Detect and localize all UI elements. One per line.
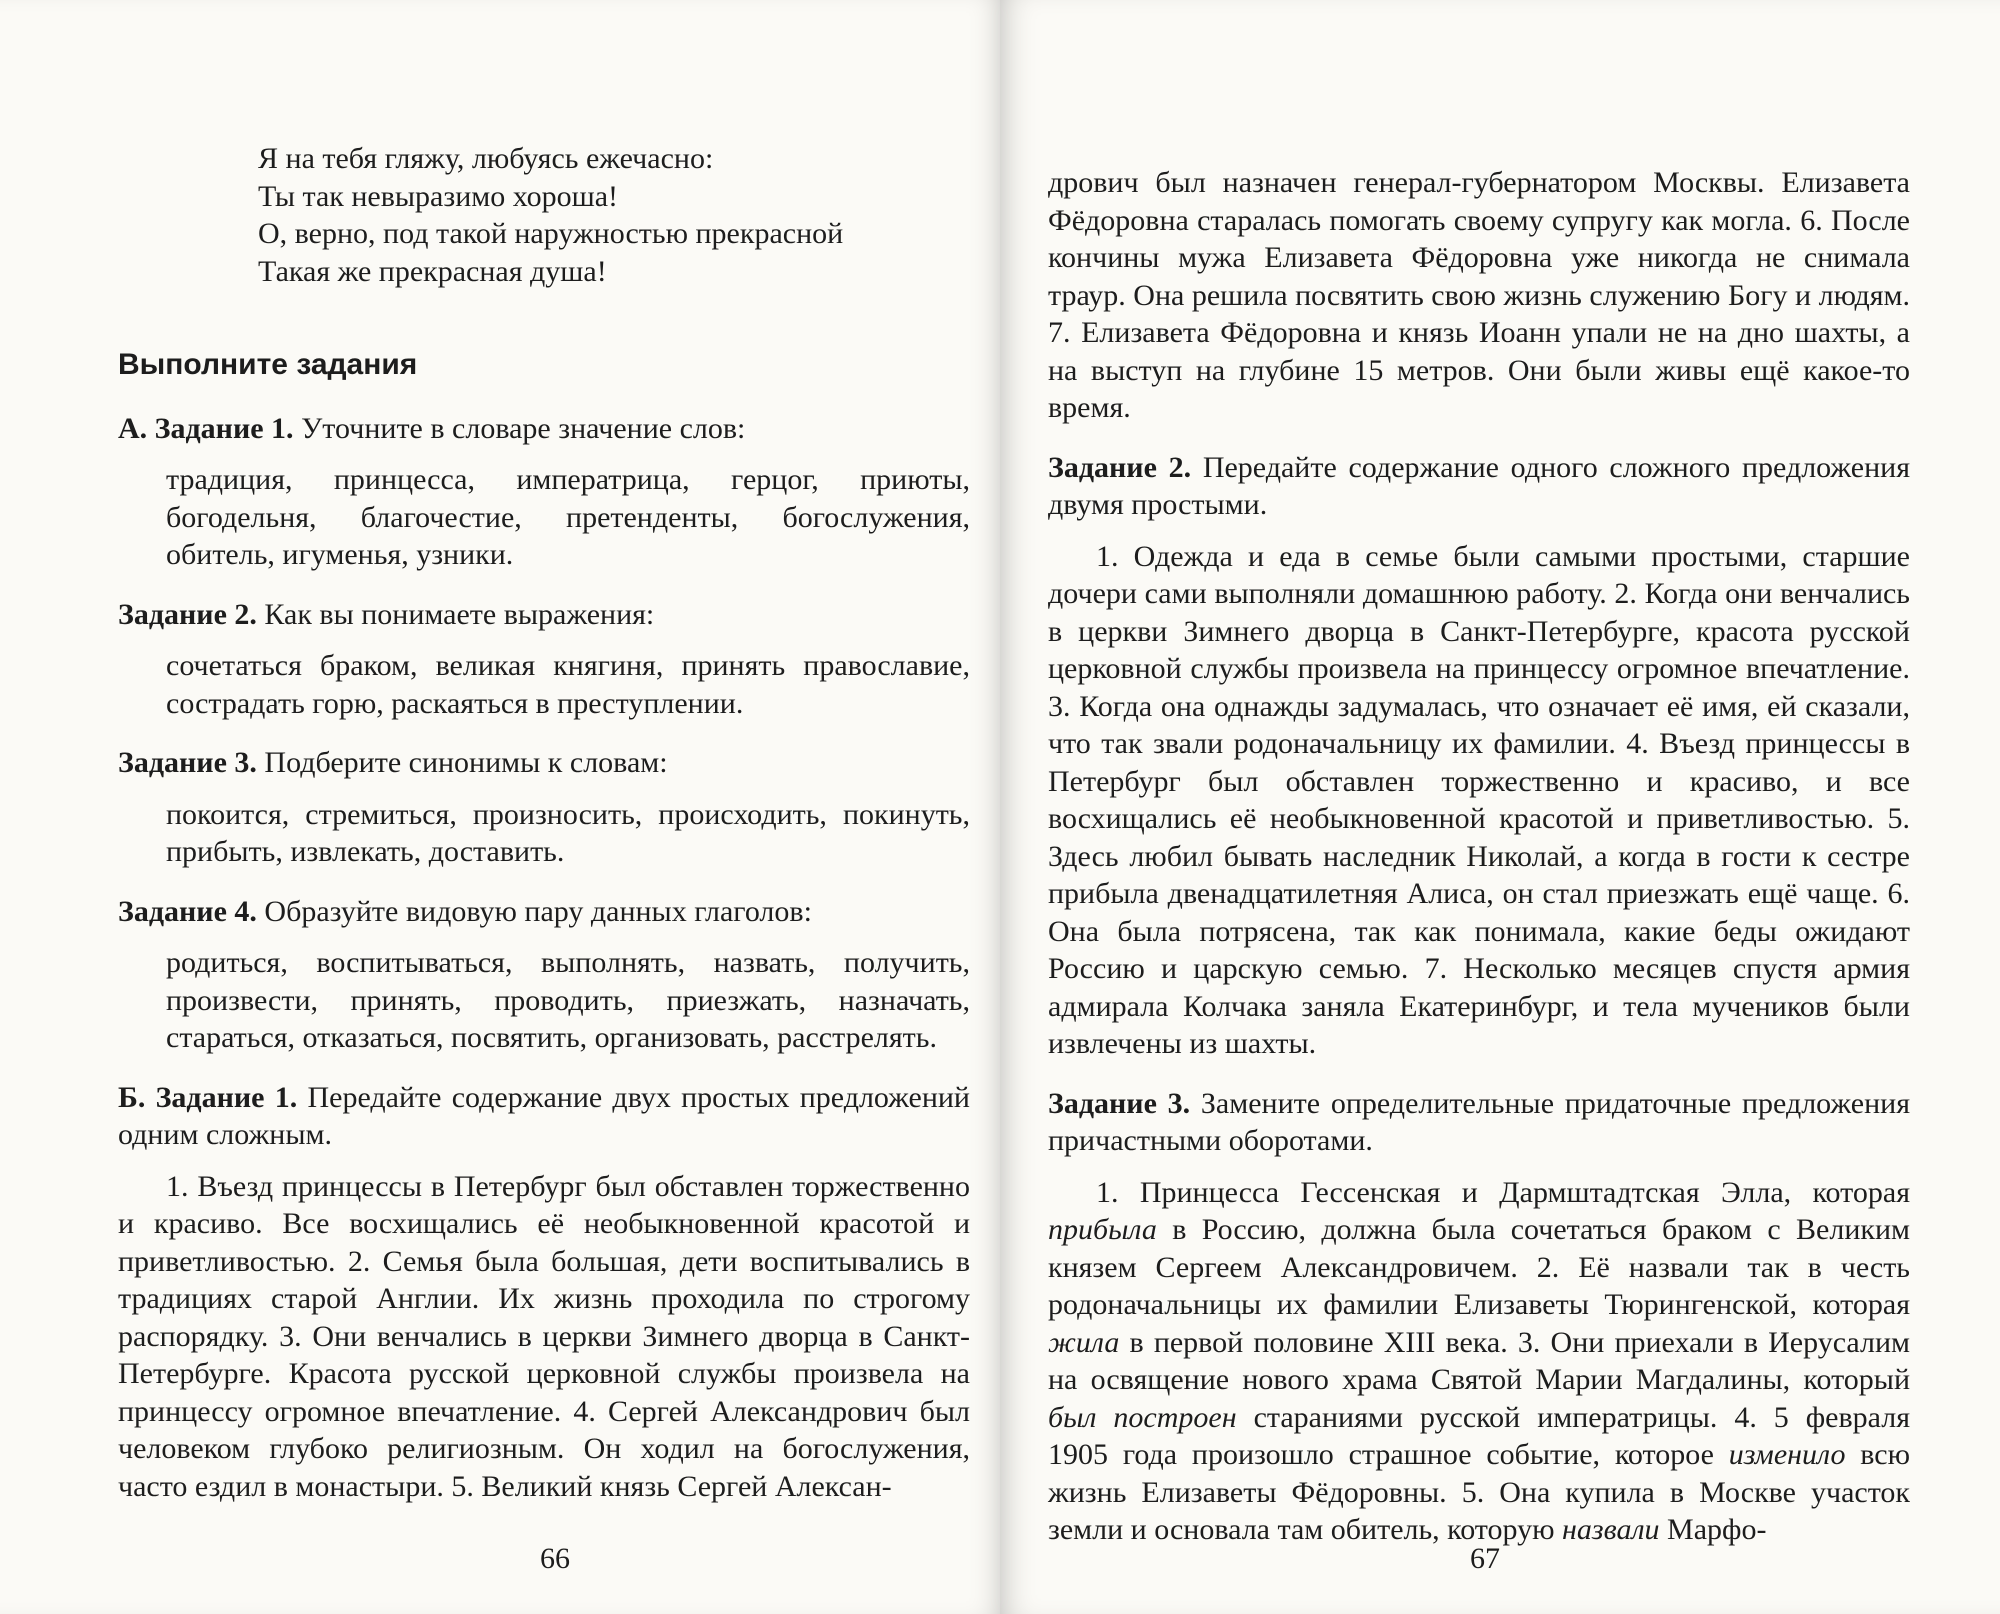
task-a4-prompt — [118, 893, 970, 931]
italic-verb: прибыла — [1048, 1213, 1157, 1246]
task-b1-body: 1. Въезд принцессы в Петербург был обставлен торжественно и красиво. Все восхищались её необыкновенной красотой и приветливостью. 2. Семья была большая, дети воспитывались в традициях старой Англии. Их жизнь проходила по строгому распорядку. 3. Они венчались в церкви Зимнего дворца в Санкт-Петербурге. Красота русской церковной службы произвела на принцессу огромное впечатление. 4. Сергей Александрович был человеком глубоко религиозным. Он ходил на богослужения, часто ездил в монастыри. 5. Великий князь Сергей Алексан- — [118, 1169, 970, 1503]
task-label: Б. Задание 1. — [118, 1080, 298, 1114]
task-text: Образуйте видовую пару данных глаголов: — [256, 894, 812, 928]
task-text: Как вы понимаете выражения: — [256, 597, 655, 631]
right-column — [1048, 164, 1910, 1549]
italic-verb: изменило — [1728, 1438, 1846, 1471]
task-2-body: 1. Одежда и еда в семье были самыми простыми, старшие дочери сами выполняли домашнюю работу. 2. Когда они венчались в церкви Зимнего дворца в Санкт-Петербурге, красота русской церковной службы произвела на принцессу огромное впечатление. 3. Когда она однажды задумалась, что означает её имя, ей сказали, что так звали родоначальницу их фамилии. 4. Въезд принцессы в Петербург был обставлен торжественно и красиво, и все восхищались её необыкновенной красотой и приветливостью. 5. Здесь любил бывать наследник Николай, а когда в гости к сестре прибыла двенадцатилетняя Алиса, он стал приезжать ещё чаще. 6. Она была потрясена, так как понимала, какие беды ожидают Россию и царскую семью. 7. Несколько месяцев спустя армия адмирала Колчака заняла Екатеринбург, и тела мучеников были извлечены из шахты. — [1048, 539, 1910, 1060]
task-label: Задание 2. — [118, 597, 257, 631]
right-page — [1000, 0, 2000, 1614]
task-label: А. Задание 1. — [118, 411, 294, 445]
task-text: Подберите синонимы к словам: — [256, 746, 668, 779]
task-a3-words: покоится, стремиться, произносить, происходить, покинуть, прибыть, извлекать, доставить. — [166, 797, 970, 868]
text-run: 1. Принцесса Гессенская и Дармштадтская Элла, которая — [1096, 1175, 1910, 1209]
task-3-prompt — [1048, 1085, 1910, 1160]
poem-line: Я на тебя гляжу, любуясь ежечасно: — [258, 142, 714, 175]
task-label: Задание 3. — [118, 746, 257, 779]
task-text: Передайте содержание двух простых предложений одним сложным. — [118, 1080, 970, 1151]
italic-verb: назвали — [1562, 1513, 1660, 1546]
poem-line: Такая же прекрасная душа! — [258, 254, 607, 288]
task-a1-words: традиция, принцесса, императрица, герцог, приюты, богодельня, благочестие, претенденты, богослужения, обитель, игуменья, узники. — [166, 463, 970, 571]
text-run: Марфо- — [1659, 1513, 1767, 1546]
section-heading: Выполните задания — [118, 348, 418, 381]
task-a2-prompt — [118, 596, 970, 634]
task-a1-prompt — [118, 410, 970, 448]
task-2-prompt — [1048, 449, 1910, 524]
task-3-body — [1048, 1174, 1910, 1549]
task-text: Уточните в словаре значение слов: — [293, 411, 746, 445]
task-text: Замените определительные придаточные предложения причастными оборотами. — [1048, 1086, 1910, 1157]
task-label: Задание 2. — [1048, 450, 1192, 484]
continuation-text: дрович был назначен генерал-губернатором Москвы. Елизавета Фёдоровна старалась помогать своему супругу как могла. 6. После кончины мужа Елизавета Фёдоровна уже никогда не снимала траур. Она решила посвятить свою жизнь служению Богу и людям. 7. Елизавета Фёдоровна и князь Иоанн упали не на дно шахты, а на выступ на глубине 15 метров. Они были живы ещё какое-то время. — [1048, 166, 1910, 424]
poem — [258, 140, 970, 290]
text-run: стараниями русской императрицы. 4. 5 февраля 1905 года произошло страшное событие, которое — [1048, 1400, 1911, 1471]
task-a3-prompt — [118, 744, 970, 782]
text-run: в первой половине XIII века. 3. Они приехали в Иерусалим на освящение нового храма Святой Марии Магдалины, который — [1048, 1325, 1910, 1396]
page-number: 66 — [540, 1542, 570, 1575]
poem-line: О, верно, под такой наружностью прекрасной — [258, 217, 844, 250]
text-run: всю жизнь Елизаветы Фёдоровны. 5. Она купила в Москве участок земли и основала там обитель, которую — [1048, 1438, 1910, 1546]
page-number: 67 — [1470, 1542, 1500, 1575]
italic-verb: жила — [1048, 1325, 1120, 1359]
poem-line: Ты так невыразимо хороша! — [258, 179, 619, 213]
text-run: в Россию, должна была сочетаться браком с Великим князем Сергеем Александровичем. 2. Её назвали так в честь родоначальницы их фамилии Елизаветы Тюрингенской, которая — [1048, 1213, 1910, 1321]
task-a4-words: родиться, воспитываться, выполнять, назвать, получить, произвести, принять, проводить, приезжать, назначать, стараться, отказаться, посвятить, организовать, расстрелять. — [166, 946, 970, 1054]
left-column — [118, 140, 970, 1505]
task-b1-prompt — [118, 1079, 970, 1154]
task-label: Задание 3. — [1048, 1086, 1191, 1120]
italic-verb: был построен — [1048, 1400, 1237, 1434]
task-text: Передайте содержание одного сложного предложения двумя простыми. — [1048, 450, 1910, 521]
task-a2-words: сочетаться браком, великая княгиня, принять православие, сострадать горю, раскаяться в преступлении. — [166, 649, 970, 720]
task-label: Задание 4. — [118, 894, 257, 928]
